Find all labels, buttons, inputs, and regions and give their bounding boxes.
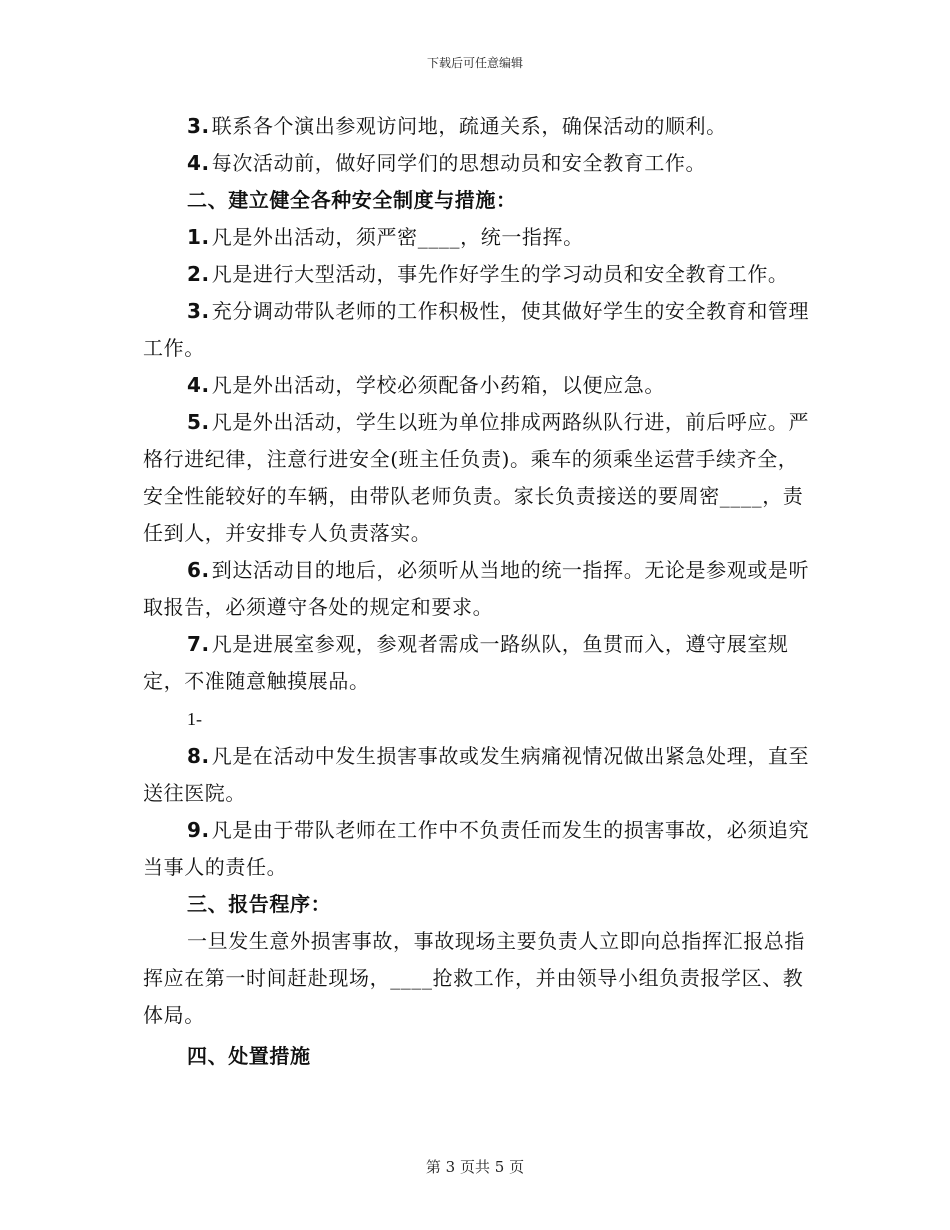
item-text: 凡是进展室参观，参观者需成一路纵队，鱼贯而入，遵守展室规定，不准随意触摸展品。 bbox=[143, 632, 789, 693]
item-number: 2. bbox=[187, 262, 210, 286]
item-text: 凡是由于带队老师在工作中不负责任而发生的损害事故，必须追究当事人的责任。 bbox=[143, 818, 810, 879]
item-number: 3. bbox=[187, 299, 210, 323]
page-marker-text: 1- bbox=[187, 709, 202, 729]
item-number: 3. bbox=[187, 114, 210, 138]
list-item bbox=[143, 552, 815, 626]
item-text: 充分调动带队老师的工作积极性，使其做好学生的安全教育和管理工作。 bbox=[143, 299, 810, 360]
section-heading: 四、处置措施 bbox=[187, 1044, 311, 1068]
list-item bbox=[143, 256, 815, 293]
item-text: 每次活动前，做好同学们的思想动员和安全教育工作。 bbox=[211, 151, 707, 175]
list-item bbox=[143, 738, 815, 812]
list-item bbox=[143, 108, 815, 145]
page-footer: 第 3 页共 5 页 bbox=[425, 1158, 525, 1176]
item-number: 5. bbox=[187, 410, 210, 434]
list-item bbox=[143, 293, 815, 367]
item-text: 凡是进行大型活动，事先作好学生的学习动员和安全教育工作。 bbox=[211, 262, 789, 286]
list-item bbox=[143, 367, 815, 404]
document-body bbox=[143, 108, 815, 1075]
item-text: 凡是外出活动，学生以班为单位排成两路纵队行进，前后呼应。严格行进纪律，注意行进安全(班主任负责)。乘车的须乘坐运营手续齐全，安全性能较好的车辆，由带队老师负责。家长负责接送的要周密____，责任到人，并安排专人负责落实。 bbox=[143, 410, 810, 545]
page-header: 下载后可任意编辑 bbox=[426, 56, 523, 70]
list-item bbox=[143, 404, 815, 552]
item-number: 1. bbox=[187, 225, 210, 249]
item-text: 凡是外出活动，须严密____，统一指挥。 bbox=[211, 225, 584, 249]
item-number: 6. bbox=[187, 558, 210, 582]
item-number: 8. bbox=[187, 744, 210, 768]
item-text: 凡是在活动中发生损害事故或发生病痛视情况做出紧急处理，直至送往医院。 bbox=[143, 744, 810, 805]
item-number: 4. bbox=[187, 151, 210, 175]
section-heading: 三、报告程序： bbox=[187, 892, 332, 916]
list-item bbox=[143, 626, 815, 700]
list-item bbox=[143, 219, 815, 256]
paragraph: 一旦发生意外损害事故，事故现场主要负责人立即向总指挥汇报总指挥应在第一时间赶赴现场，____抢救工作，并由领导小组负责报学区、教体局。 bbox=[143, 929, 805, 1027]
item-text: 凡是外出活动，学校必须配备小药箱，以便应急。 bbox=[211, 373, 665, 397]
section-heading: 二、建立健全各种安全制度与措施： bbox=[187, 188, 517, 212]
item-number: 9. bbox=[187, 818, 210, 842]
list-item bbox=[143, 812, 815, 886]
item-number: 7. bbox=[187, 632, 210, 656]
inline-page-marker bbox=[143, 700, 815, 738]
item-text: 到达活动目的地后，必须听从当地的统一指挥。无论是参观或是听取报告，必须遵守各处的规定和要求。 bbox=[143, 558, 810, 619]
item-text: 联系各个演出参观访问地，疏通关系，确保活动的顺利。 bbox=[211, 114, 727, 138]
item-number: 4. bbox=[187, 373, 210, 397]
list-item bbox=[143, 145, 815, 182]
